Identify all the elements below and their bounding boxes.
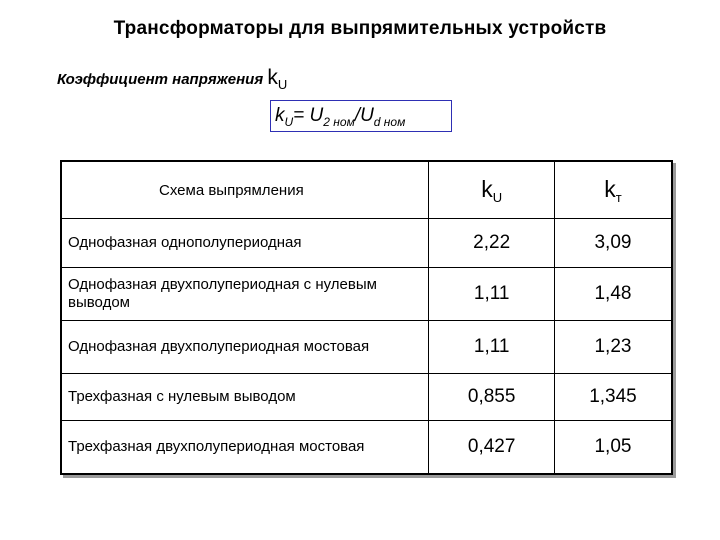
subtitle-symbol-k: k	[267, 66, 278, 89]
page-title: Трансформаторы для выпрямительных устройств	[113, 18, 607, 39]
row-ku: 0,855	[429, 374, 555, 421]
header-ku-sub: U	[492, 189, 503, 205]
formula-box	[270, 100, 452, 132]
header-ku-k: k	[481, 175, 493, 202]
row-scheme: Однофазная двухполупериодная мостовая	[61, 321, 429, 374]
subtitle-symbol-sub: U	[277, 77, 288, 92]
table-header-row	[61, 161, 672, 219]
row-ku: 2,22	[429, 219, 555, 268]
table-row	[61, 421, 672, 475]
header-ku	[429, 161, 555, 219]
table-row	[61, 268, 672, 321]
row-ku: 1,11	[429, 268, 555, 321]
header-kt	[554, 161, 672, 219]
table-row	[61, 321, 672, 374]
subtitle-text: Коэффициент напряжения	[57, 71, 264, 88]
row-kt: 1,345	[554, 374, 672, 421]
row-kt: 3,09	[554, 219, 672, 268]
formula-k: k	[275, 105, 285, 126]
row-kt: 1,23	[554, 321, 672, 374]
rectifier-table	[60, 160, 673, 475]
header-kt-sub: т	[615, 189, 622, 205]
row-kt: 1,05	[554, 421, 672, 475]
row-kt: 1,48	[554, 268, 672, 321]
header-scheme: Схема выпрямления	[61, 161, 429, 219]
formula-eq: = U	[293, 105, 324, 126]
formula-u2-sub: 2 ном	[323, 115, 355, 129]
row-ku: 1,11	[429, 321, 555, 374]
header-kt-k: k	[604, 175, 616, 202]
row-scheme: Однофазная двухполупериодная с нулевым выводом	[61, 268, 429, 321]
formula-k-sub: U	[284, 115, 294, 129]
formula-slash: /U	[354, 105, 374, 126]
row-scheme: Однофазная однополупериодная	[61, 219, 429, 268]
subtitle-symbol	[267, 66, 288, 92]
row-ku: 0,427	[429, 421, 555, 475]
table-row	[61, 219, 672, 268]
row-scheme: Трехфазная двухполупериодная мостовая	[61, 421, 429, 475]
row-scheme: Трехфазная с нулевым выводом	[61, 374, 429, 421]
formula-ud-sub: d ном	[373, 115, 406, 129]
subtitle	[57, 66, 287, 92]
table-row	[61, 374, 672, 421]
